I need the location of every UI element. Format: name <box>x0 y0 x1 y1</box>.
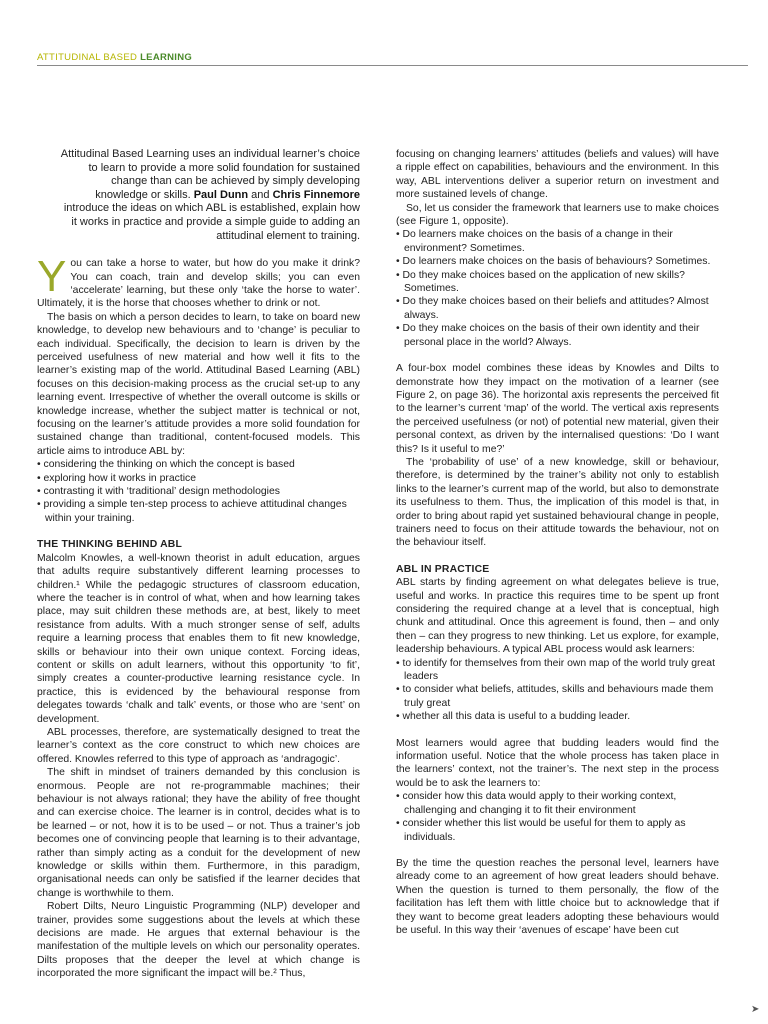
opening-paragraph-text: ou can take a horse to water, but how do you make it drink? You can coach, train and develop skills; you can even ‘accelerate’ learning, but these only ‘take the horse to water’. Ultimately, it is the horse that chooses whether to drink or not. <box>37 258 360 310</box>
body-paragraph: The ‘probability of use’ of a new knowledge, skill or behaviour, therefore, is determined by the trainer’s ability not only to establish links to the learner’s current map of the world, but also to demonstrate its usefulness to them. Thus, the implication of this model is that, in order to bring about rapid yet sustained behavioural change in people, trainers need to focus on their attitude towards the behaviour, not on the behaviour itself. <box>396 456 719 549</box>
body-paragraph: Robert Dilts, Neuro Linguistic Programming (NLP) developer and trainer, provides some suggestions about the levels at which these decisions are made. He argues that external behaviour is the manifestation of the multiple levels on which our personality operates. Dilts proposes that the deeper the level at which change is incorporated the more significant the impact will be.² Thus, <box>37 901 360 980</box>
standfirst-text-end: introduce the ideas on which ABL is established, explain how it works in practice and provide a simple guide to adding an attitudinal element to training. <box>63 202 360 242</box>
body-paragraph: focusing on changing learners’ attitudes (beliefs and values) will have a ripple effect on capabilities, behaviours and the environment. In this way, ABL interventions deliver a superior return on investment and more sustained levels of change. <box>396 149 719 201</box>
body-paragraph: So, let us consider the framework that learners use to make choices (see Figure 1, opposite). <box>396 202 719 228</box>
choices-list <box>396 228 719 349</box>
list-item: • Do they make choices based on their beliefs and attitudes? Almost always. <box>396 296 709 321</box>
author-name-2: Chris Finnemore <box>272 188 360 201</box>
aims-list <box>37 458 360 525</box>
left-column <box>37 148 360 981</box>
body-paragraph: ABL starts by finding agreement on what delegates believe is true, useful and works. In practice this requires time to be spent up front considering the required change at a level that is conceptual, high chunk and attitudinal. Once this agreement is found, then – and only then – can they progress to new thinking. Let us explore, for example, leadership behaviours. A typical ABL process would ask learners: <box>396 577 719 656</box>
body-paragraph: By the time the question reaches the personal level, learners have already come to an agreement of how great leaders should behave. When the question is turned to them personally, the flow of the facilitation has left them with little choice but to acknowledge that if they want to become great leaders adopting these behaviours would be useful. In this way their ‘avenues of escape’ have been cut <box>396 857 719 936</box>
next-steps-list <box>396 790 719 844</box>
body-paragraph: The basis on which a person decides to learn, to take on board new knowledge, to develop new behaviours and to ‘change’ is peculiar to each individual. Specifically, the decision to learn is driven by the perceived usefulness of new material and how well it fits to the learner’s existing map of the world. Attitudinal Based Learning (ABL) focuses on this decision-making process as the crucial set-up to any learning event. Irrespective of whether the overall outcome is skills or knowledge increase, whether the subject matter is technical or not, focusing on the learner’s attitude provides a more solid foundation for sustained change than traditional, content-focused models. This article aims to introduce ABL by: <box>37 311 360 457</box>
running-head <box>37 52 192 63</box>
list-item: • considering the thinking on which the concept is based <box>37 459 295 471</box>
body-paragraph: Malcolm Knowles, a well-known theorist in adult education, argues that adults require substantively different learning processes to children.¹ While the pedagogic structures of classroom education, where the teacher is in control of what, when and how learning takes place, may suit children these methods are, at best, likely to meet resistance from adults. With a much stronger sense of self, adults require a learning process that enables them to fit new knowledge, skills or behaviour into their own unique context. Forcing ideas, content or skills on adult learners, without this opportunity ‘to fit’, simply creates a counter-productive learning resistance cycle. In practice, this is evidenced by the behavioural response from delegates towards ‘chalk and talk’ events, or those who are ‘sent’ on development. <box>37 552 360 725</box>
list-item: • providing a simple ten-step process to achieve attitudinal changes within your training. <box>37 499 347 524</box>
list-item: • consider how this data would apply to their working context, challenging and changing it to fit their environment <box>396 791 677 816</box>
list-item: • whether all this data is useful to a budding leader. <box>396 711 631 723</box>
opening-paragraph <box>37 252 360 311</box>
list-item: • contrasting it with ‘traditional’ design methodologies <box>37 486 280 498</box>
section-heading-thinking: THE THINKING BEHIND ABL <box>37 539 183 551</box>
drop-cap: Y <box>37 252 67 302</box>
list-item: • exploring how it works in practice <box>37 472 196 484</box>
section-heading-practice: ABL IN PRACTICE <box>396 563 490 575</box>
author-name-1: Paul Dunn <box>193 188 249 201</box>
list-item: • Do learners make choices on the basis of behaviours? Sometimes. <box>396 256 711 268</box>
list-item: • Do they make choices based on the application of new skills? Sometimes. <box>396 269 685 295</box>
running-head-light: ATTITUDINAL BASED <box>37 52 138 63</box>
body-paragraph: A four-box model combines these ideas by Knowles and Dilts to demonstrate how they impact on the motivation of a learner (see Figure 2, on page 36). The horizontal axis represents the perceived fit to the learner’s current ‘map’ of the world. The vertical axis represents the perceived usefulness (or not) of potential new material, given their personal context, as driven by the internalised questions: ‘Do I want this? Is it useful to me?’ <box>396 363 719 455</box>
body-paragraph: Most learners would agree that budding leaders would find the information useful. Notice that the whole process has taken place in the learners’ context, not the trainer’s. The next step in the process would be to ask the learners to: <box>396 737 719 789</box>
list-item: • Do they make choices on the basis of their own identity and their personal place in the world? Always. <box>396 323 700 348</box>
standfirst-text: Attitudinal Based Learning uses an individual learner’s choice to learn to provide a more solid foundation for sustained change than can be achieved by simply developing knowledge or skills. <box>60 148 360 201</box>
right-column <box>396 148 719 937</box>
standfirst-and: and <box>251 188 270 201</box>
list-item: • to consider what beliefs, attitudes, skills and behaviours made them truly great <box>396 684 714 709</box>
continue-arrow-icon: ➤ <box>751 1004 760 1015</box>
leader-steps-list <box>396 657 719 724</box>
body-paragraph: The shift in mindset of trainers demanded by this conclusion is enormous. People are not re-programmable machines; their behaviour is not always rational; they have the ability of free thought and can exercise choice. The learner is in control, decides what is to be learned – or not, how it is to be used – or not. Thus a trainer’s job becomes one of convincing people that learning is to their advantage, rather than simply acting as a conduit for the development of new knowledge or skills within them. Furthermore, in this paradigm, organisational needs can only be satisfied if the learner decides that change is worthwhile to them. <box>37 767 360 899</box>
header-rule <box>37 65 748 66</box>
running-head-bold: LEARNING <box>140 52 193 63</box>
standfirst <box>37 148 360 243</box>
body-paragraph: ABL processes, therefore, are systematically designed to treat the learner’s context as the core construct to which new choices are offered. Knowles referred to this type of approach as ‘andragogic’. <box>37 726 360 765</box>
list-item: • Do learners make choices on the basis of a change in their environment? Sometimes. <box>396 229 673 254</box>
list-item: • to identify for themselves from their own map of the world truly great leaders <box>396 657 715 683</box>
list-item: • consider whether this list would be useful for them to apply as individuals. <box>396 818 686 843</box>
